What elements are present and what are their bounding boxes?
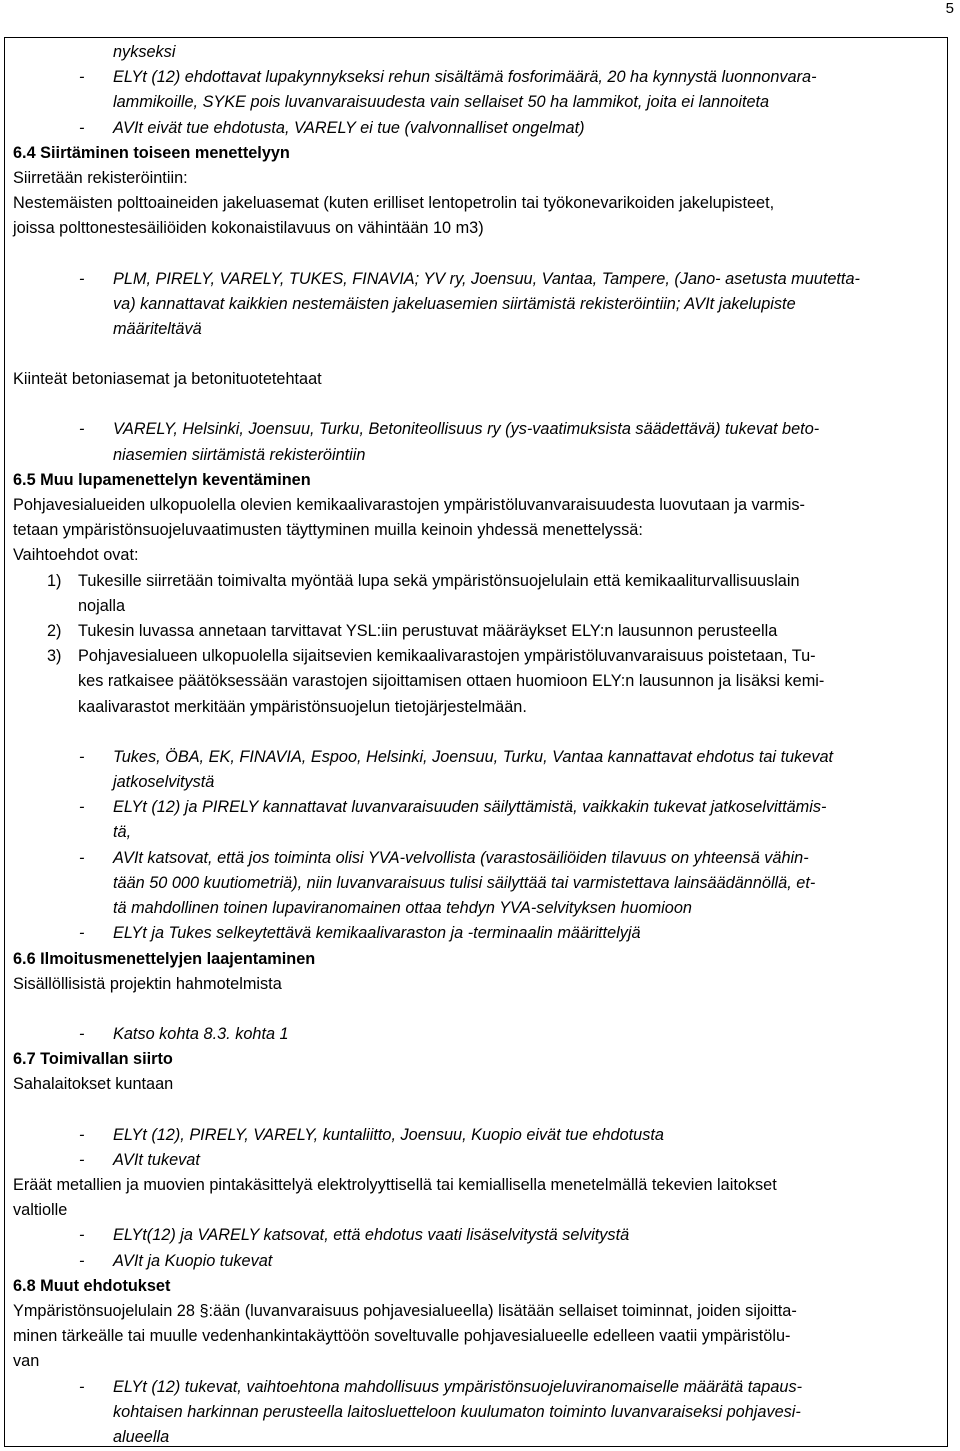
- bullet-dash: -: [79, 420, 85, 439]
- bullet-dash: -: [79, 1377, 85, 1396]
- list-item: - ELYt (12) ehdottavat lupakynnykseksi rehun sisältämä fosforimäärä, 20 ha kynnystä luonnonvara-: [13, 65, 943, 90]
- list-item: - Katso kohta 8.3. kohta 1: [13, 1022, 943, 1047]
- text-line: minen tärkeälle tai muulle vedenhankintakäyttöön soveltuvalle pohjavesialueelle edelleen vaatii ympäristölu-: [13, 1327, 791, 1346]
- text-line: määriteltävä: [113, 320, 202, 339]
- bullet-dash: -: [79, 1024, 85, 1043]
- text-line: kohtaisen harkinnan perusteella laitosluetteloon kuulumaton toiminto luvanvaraiseksi pohjavesi-: [113, 1402, 801, 1421]
- bullet-dash: -: [79, 848, 85, 867]
- text-line: Pohjavesialueiden ulkopuolella olevien kemikaalivarastojen ympäristöluvanvaraisuudesta luovutaan ja varmis-: [13, 496, 805, 515]
- text-line: kaalivarastot merkitään ympäristönsuojelun tietojärjestelmään.: [78, 697, 527, 716]
- list-item: - VARELY, Helsinki, Joensuu, Turku, Betoniteollisuus ry (ys-vaatimuksista säädettävä) tukevat beto-: [13, 417, 943, 442]
- item-number: 2): [47, 622, 62, 641]
- bullet-dash: -: [79, 269, 85, 288]
- bullet-dash: -: [79, 798, 85, 817]
- text-line: tä mahdollinen toinen lupaviranomainen ottaa tehdyn YVA-selvityksen huomioon: [113, 899, 692, 918]
- section-heading-6-8: 6.8 Muut ehdotukset: [13, 1276, 171, 1295]
- text-line: Ympäristönsuojelulain 28 §:ään (luvanvaraisuus pohjavesialueella) lisätään sellaiset toiminnat, joiden sijoitta-: [13, 1301, 797, 1320]
- text-line: joissa polttonestesäiliöiden kokonaistilavuus on vähintään 10 m3): [13, 219, 484, 238]
- bullet-dash: -: [79, 1226, 85, 1245]
- bullet-dash: -: [79, 1150, 85, 1169]
- item-number: 3): [47, 647, 62, 666]
- text-line: Sisällöllisistä projektin hahmotelmista: [13, 974, 282, 993]
- text-line: nojalla: [78, 596, 126, 615]
- text-line: niasemien siirtämistä rekisteröintiin: [113, 445, 366, 464]
- text-line: Vaihtoehdot ovat:: [13, 546, 139, 565]
- list-item: - AVIt katsovat, että jos toiminta olisi YVA-velvollista (varastosäiliöiden tilavuus on yhteensä vähin-: [13, 846, 943, 871]
- text-line: Sahalaitokset kuntaan: [13, 1075, 174, 1094]
- section-heading-6-7: 6.7 Toimivallan siirto: [13, 1050, 173, 1069]
- list-item: - ELYt (12) ja PIRELY kannattavat luvanvaraisuuden säilyttämistä, vaikkakin tukevat jatkoselvittämis-: [13, 795, 943, 820]
- item-number: 1): [47, 571, 62, 590]
- numbered-item: 2) Tukesin luvassa annetaan tarvittavat YSL:iin perustuvat määräykset ELY:n lausunnon perusteella: [13, 619, 943, 644]
- text-line: Siirretään rekisteröintiin:: [13, 169, 188, 188]
- text-line: tä,: [113, 823, 132, 842]
- list-item: - AVIt ja Kuopio tukevat: [13, 1249, 943, 1274]
- spacer: [13, 997, 943, 1022]
- spacer: [13, 392, 943, 417]
- text-line: lammikoille, SYKE pois luvanvaraisuudesta vain sellaiset 50 ha lammikot, joita ei lannoiteta: [113, 93, 770, 112]
- text-line: nykseksi: [113, 43, 176, 61]
- bullet-dash: -: [79, 1125, 85, 1144]
- numbered-item: 3) Pohjavesialueen ulkopuolella sijaitsevien kemikaalivarastojen ympäristöluvanvaraisuus poistetaan, Tu-: [13, 644, 943, 669]
- list-item: - AVIt tukevat: [13, 1148, 943, 1173]
- spacer: [13, 720, 943, 745]
- section-heading-6-4: 6.4 Siirtäminen toiseen menettelyyn: [13, 143, 290, 162]
- numbered-item: 1) Tukesille siirretään toimivalta myöntää lupa sekä ympäristönsuojelulain että kemikaaliturvallisuuslain: [13, 569, 943, 594]
- text-line: jatkoselvitystä: [113, 773, 215, 792]
- spacer: [13, 242, 943, 267]
- bullet-dash: -: [79, 1251, 85, 1270]
- list-item: - Tukes, ÖBA, EK, FINAVIA, Espoo, Helsinki, Joensuu, Turku, Vantaa kannattavat ehdotus tai tukevat: [13, 745, 943, 770]
- list-item: - ELYt ja Tukes selkeytettävä kemikaalivaraston ja -terminaalin määrittelyjä: [13, 921, 943, 946]
- list-item: - AVIt eivät tue ehdotusta, VARELY ei tue (valvonnalliset ongelmat): [13, 116, 943, 141]
- bullet-dash: -: [79, 118, 85, 137]
- section-heading-6-6: 6.6 Ilmoitusmenettelyjen laajentaminen: [13, 949, 316, 968]
- text-line: van: [13, 1352, 40, 1371]
- spacer: [13, 1098, 943, 1123]
- text-line: alueella: [113, 1427, 170, 1446]
- list-item: - ELYt (12), PIRELY, VARELY, kuntaliitto, Joensuu, Kuopio eivät tue ehdotusta: [13, 1123, 943, 1148]
- document-body: [13, 40, 943, 1450]
- page-number: 5: [945, 0, 954, 17]
- text-line: Nestemäisten polttoaineiden jakeluasemat (kuten erilliset lentopetrolin tai työkonevarikoiden jakelupisteet,: [13, 194, 775, 213]
- spacer: [13, 342, 943, 367]
- text-line: valtiolle: [13, 1201, 68, 1220]
- bullet-dash: -: [79, 747, 85, 766]
- text-line: kes ratkaisee päätöksessään varastojen sijoittamisen ottaen huomioon ELY:n lausunnon ja lisäksi kemi-: [78, 672, 825, 691]
- text-line: tetaan ympäristönsuojeluvaatimusten täyttyminen muilla keinoin yhdessä menettelyssä:: [13, 521, 643, 540]
- bullet-dash: -: [79, 68, 85, 87]
- text-line: Eräät metallien ja muovien pintakäsittelyä elektrolyyttisellä tai kemiallisella menetelmällä tekevien laitokset: [13, 1175, 777, 1194]
- text-line: Kiinteät betoniasemat ja betonituotetehtaat: [13, 370, 322, 389]
- list-item: - ELYt(12) ja VARELY katsovat, että ehdotus vaati lisäselvitystä selvitystä: [13, 1223, 943, 1248]
- list-item: - ELYt (12) tukevat, vaihtoehtona mahdollisuus ympäristönsuojeluviranomaiselle määrätä tapaus-: [13, 1375, 943, 1400]
- section-heading-6-5: 6.5 Muu lupamenettelyn keventäminen: [13, 470, 311, 489]
- text-line: tään 50 000 kuutiometriä), niin luvanvaraisuus tulisi säilyttää tai varmistettava lainsäädännöllä, et-: [113, 873, 816, 892]
- text-line: va) kannattavat kaikkien nestemäisten jakeluasemien siirtämistä rekisteröintiin; AVIt jakelupiste: [113, 294, 796, 313]
- bullet-dash: -: [79, 924, 85, 943]
- list-item: - PLM, PIRELY, VARELY, TUKES, FINAVIA; YV ry, Joensuu, Vantaa, Tampere, (Jano- asetusta muutetta-: [13, 267, 943, 292]
